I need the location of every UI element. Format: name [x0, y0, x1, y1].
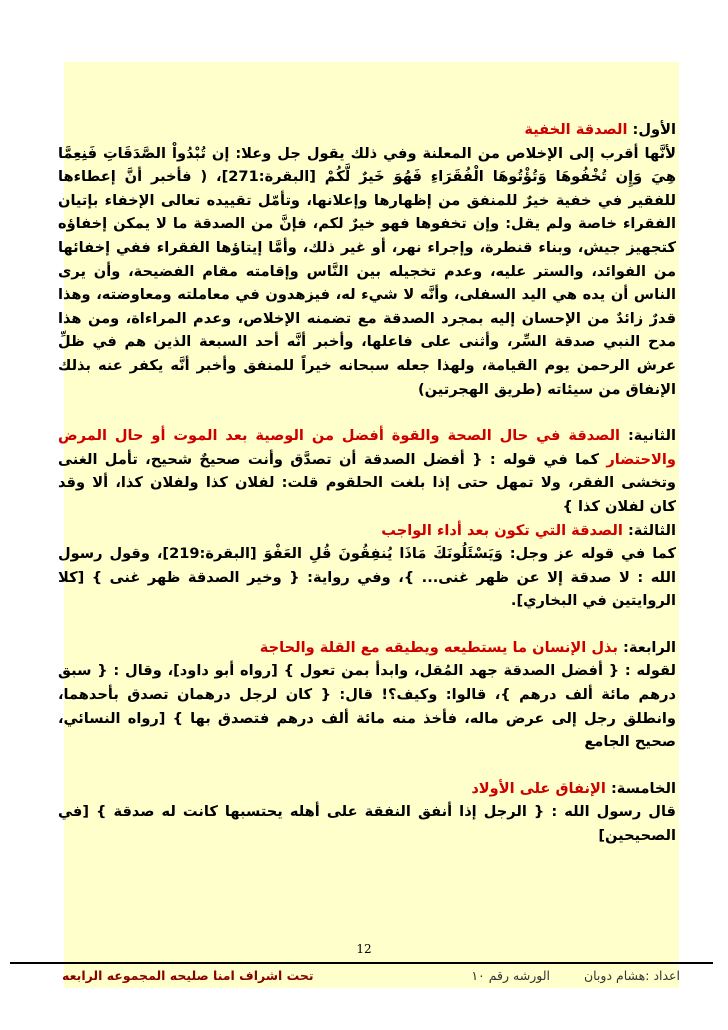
- section-fifth-body: قال رسول الله : { الرجل إذا أنفق النفقة على أهله يحتسبها كانت له صدقة } [في الصحيحين]: [58, 803, 676, 845]
- section-fifth: [58, 777, 676, 848]
- section-fourth-prefix: الرابعة:: [623, 638, 676, 656]
- document-body: [58, 118, 676, 848]
- section-third-heading: الصدقة التي تكون بعد أداء الواجب: [381, 521, 623, 539]
- footer-workshop: الورشه رقم ١٠: [471, 968, 550, 983]
- section-first-heading: الصدقة الخفية: [524, 121, 628, 138]
- section-fourth: [58, 636, 676, 754]
- footer-author: اعداد :هشام دوبان: [583, 968, 680, 983]
- section-second-body: كما في قوله : { أفضل الصدقة أن تصدَّق وأنت صحيحٌ شحيح، تأمل الغنى وتخشى الفقر، ولا تمهل حتى إذا بلغت الحلقوم قلت: لفلان كذا ولفلان كذا، ألا وقد كان لفلان كذا }: [58, 450, 676, 515]
- section-fifth-heading: الإنفاق على الأولاد: [471, 779, 606, 797]
- footer-supervision: تحت اشراف امنا صليحه المجموعه الرابعه: [62, 968, 314, 983]
- section-second-heading: الصدقة في حال الصحة والقوة أفضل من الوصية بعد الموت أو حال المرض والاحتضار: [58, 427, 676, 468]
- section-third: [58, 519, 676, 613]
- section-first-prefix: الأول:: [632, 121, 676, 138]
- section-second: [58, 424, 676, 518]
- section-first-body: لأنَّها أقرب إلى الإخلاص من المعلنة وفي ذلك يقول جل وعلا: إن تُبْدُواْ الصَّدَقَاتِ فَنِعِمَّا هِيَ وَإِن تُخْفُوهَا وَتُؤْتُوهَا الْفُقَرَاءِ فَهُوَ خَيرٌ لَّكُمْ [البقرة:271]، ( فأخبر أنَّ إعطاءها للفقير في خفية خيرٌ للمنفق من إظهارها وإعلانها، وتأمّل تقييده تعالى الإخفاء بإتيان الفقراء خاصة ولم يقل: وإن تخفوها فهو خيرٌ لكم، فإنَّ من الصدقة ما لا يمكن إخفاؤه كتجهيز جيش، وبناء قنطرة، وإجراء نهر، أو غير ذلك، وأمَّا إيتاؤها الفقراء ففي إخفائها من الفوائد، والستر عليه، وعدم تخجيله بين النَّاس وإقامته مقام الفضيحة، وأن يرى الناس أن يده هي اليد السفلى، وأنَّه لا شيء له، فيزهدون في معاملته ومعاوضته، وهذا قدرٌ زائدٌ من الإحسان إليه بمجرد الصدقة مع تضمنه الإخلاص، وعدم المراءاة، ومن هذا مدح النبي صدقة السِّر، وأثنى على فاعلها، وأخبر أنَّه أحد السبعة الذين هم في ظلِّ عرش الرحمن يوم القيامة، ولهذا جعله سبحانه خيراً للمنفق وأخبر أنَّه يكفر عنه بذلك الإنفاق من سيئاته (طريق الهجرتين): [58, 144, 676, 398]
- section-fourth-heading: بذل الإنسان ما يستطيعه ويطيقه مع القلة والحاجة: [259, 638, 618, 656]
- section-second-prefix: الثانية:: [627, 427, 676, 445]
- section-third-body: كما في قوله عز وجل: وَيَسْئَلُونَكَ مَاذَا يُنفِقُونَ قُلِ العَفْوَ [البقرة:219]، وقول رسول الله : لا صدقة إلا عن ظهر غنى... }، وفي رواية: { وخير الصدقة ظهر غنى } [كلا الروايتين في البخاري].: [58, 545, 676, 610]
- section-fourth-body: لقوله : { أفضل الصدقة جهد المُقل، وابدأ بمن تعول } [رواه أبو داود]، وقال : { سبق درهم مائة ألف درهم }، قالوا: وكيف؟! قال: { كان لرجل درهمان تصدق بأحدهما، وانطلق رجل إلى عرض ماله، فأخذ منه مائة ألف درهم فتصدق بها } [رواه النسائي، صحيح الجامع: [58, 662, 676, 751]
- section-first: [58, 118, 676, 401]
- section-fifth-prefix: الخامسة:: [610, 779, 676, 797]
- section-third-prefix: الثالثة:: [627, 521, 676, 539]
- page-number: 12: [356, 942, 372, 956]
- footer-divider: [10, 962, 713, 964]
